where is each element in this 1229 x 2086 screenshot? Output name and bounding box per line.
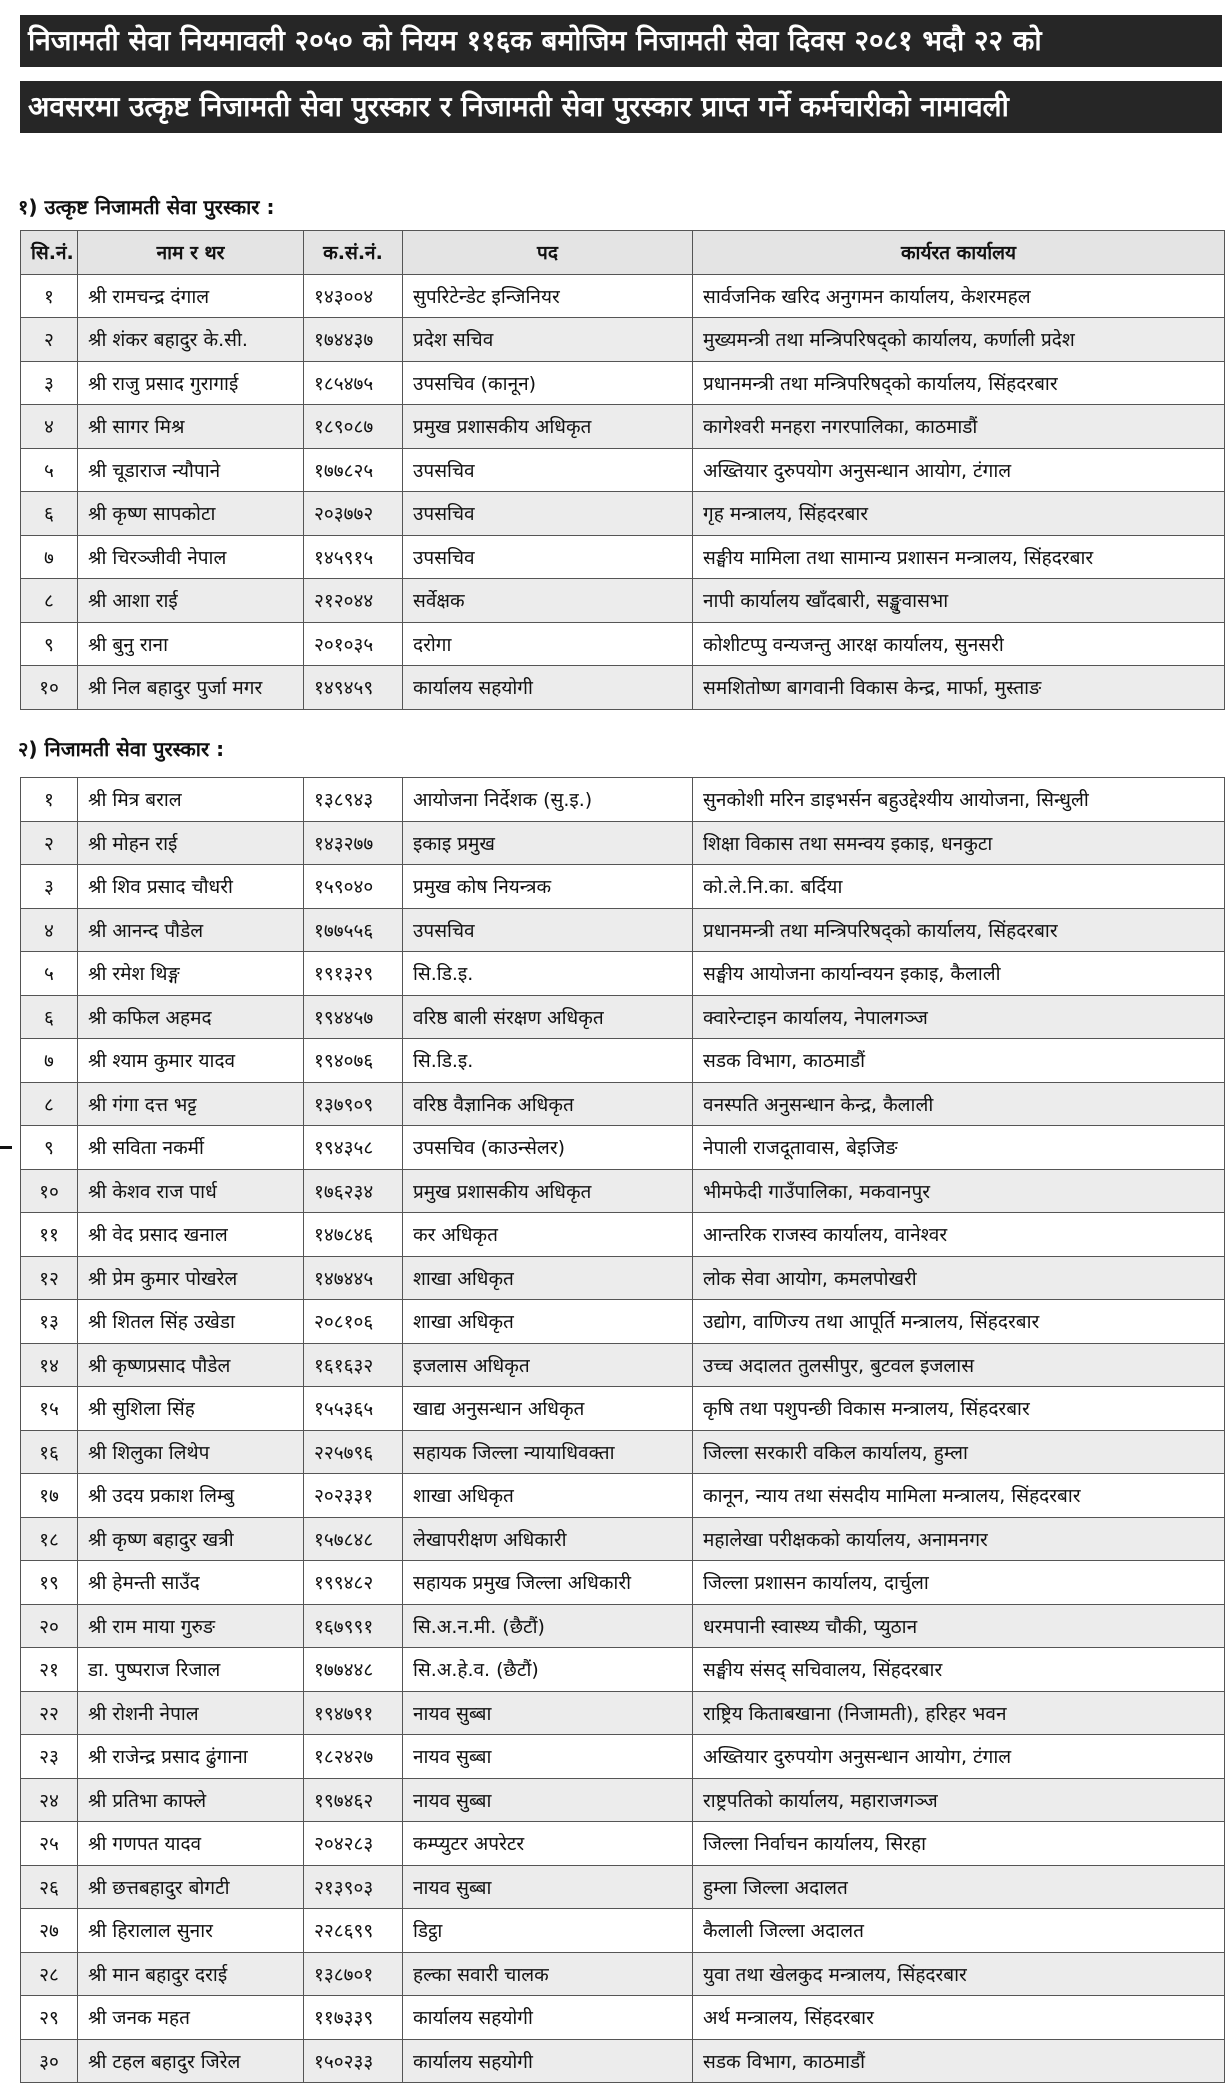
table-row <box>21 1691 1225 1735</box>
cell-name: श्री चूडाराज न्यौपाने <box>78 448 304 492</box>
cell-pad: उपसचिव (काउन्सेलर) <box>403 1126 693 1170</box>
cell-pad: प्रदेश सचिव <box>403 318 693 362</box>
cell-pad: नायव सुब्बा <box>403 1691 693 1735</box>
notice-title-line-1: निजामती सेवा नियमावली २०५० को नियम ११६क बमोजिम निजामती सेवा दिवस २०८१ भदौ २२ को <box>20 15 1222 67</box>
table-row <box>21 579 1225 623</box>
cell-kn: १५९०४० <box>304 865 403 909</box>
cell-name: श्री रामचन्द्र दंगाल <box>78 274 304 318</box>
cell-kn: १८५४७५ <box>304 361 403 405</box>
cell-office: सडक विभाग, काठमाडौं <box>693 2039 1225 2083</box>
cell-name: श्री हेमन्ती साउँद <box>78 1561 304 1605</box>
cell-kn: १८२४२७ <box>304 1735 403 1779</box>
cell-sn: १२ <box>21 1256 78 1300</box>
cell-pad: शाखा अधिकृत <box>403 1474 693 1518</box>
cell-pad: कार्यालय सहयोगी <box>403 1996 693 2040</box>
cell-office: अर्थ मन्त्रालय, सिंहदरबार <box>693 1996 1225 2040</box>
cell-name: श्री कृष्ण बहादुर खत्री <box>78 1517 304 1561</box>
cell-pad: शाखा अधिकृत <box>403 1300 693 1344</box>
cell-sn: १६ <box>21 1430 78 1474</box>
cell-name: श्री वेद प्रसाद खनाल <box>78 1213 304 1257</box>
cell-kn: २०८१०६ <box>304 1300 403 1344</box>
table-row <box>21 1300 1225 1344</box>
cell-sn: ३ <box>21 865 78 909</box>
table-row <box>21 535 1225 579</box>
cell-name: श्री रोशनी नेपाल <box>78 1691 304 1735</box>
cell-pad: उपसचिव <box>403 492 693 536</box>
cell-pad: प्रमुख प्रशासकीय अधिकृत <box>403 1169 693 1213</box>
cell-office: मुख्यमन्त्री तथा मन्त्रिपरिषद्को कार्यालय, कर्णाली प्रदेश <box>693 318 1225 362</box>
cell-office: नापी कार्यालय खाँदबारी, सङ्खुवासभा <box>693 579 1225 623</box>
cell-pad: उपसचिव <box>403 448 693 492</box>
cell-name: श्री राम माया गुरुङ <box>78 1604 304 1648</box>
cell-name: श्री कृष्णप्रसाद पौडेल <box>78 1343 304 1387</box>
cell-kn: १७७८२५ <box>304 448 403 492</box>
cell-sn: ४ <box>21 405 78 449</box>
header-pad: पद <box>403 231 693 275</box>
cell-name: श्री कफिल अहमद <box>78 995 304 1039</box>
cell-pad: सि.अ.हे.व. (छैटौं) <box>403 1648 693 1692</box>
section-1-body <box>21 274 1225 709</box>
cell-office: अख्तियार दुरुपयोग अनुसन्धान आयोग, टंगाल <box>693 1735 1225 1779</box>
cell-kn: १४७८४६ <box>304 1213 403 1257</box>
cell-name: श्री प्रेम कुमार पोखरेल <box>78 1256 304 1300</box>
cell-name: श्री राजु प्रसाद गुरागाई <box>78 361 304 405</box>
cell-kn: १९७४६२ <box>304 1778 403 1822</box>
cell-pad: इकाइ प्रमुख <box>403 821 693 865</box>
cell-name: श्री टहल बहादुर जिरेल <box>78 2039 304 2083</box>
cell-office: युवा तथा खेलकुद मन्त्रालय, सिंहदरबार <box>693 1952 1225 1996</box>
cell-pad: नायव सुब्बा <box>403 1735 693 1779</box>
cell-office: महालेखा परीक्षकको कार्यालय, अनामनगर <box>693 1517 1225 1561</box>
cell-kn: १७६२३४ <box>304 1169 403 1213</box>
cell-sn: १० <box>21 666 78 710</box>
table-row <box>21 1082 1225 1126</box>
section-1-title: १) उत्कृष्ट निजामती सेवा पुरस्कार : <box>18 195 275 219</box>
cell-name: श्री शिलुका लिथेप <box>78 1430 304 1474</box>
cell-pad: सुपरिटेन्डेट इन्जिनियर <box>403 274 693 318</box>
section-2-title: २) निजामती सेवा पुरस्कार : <box>18 737 225 761</box>
notice-title-line-2: अवसरमा उत्कृष्ट निजामती सेवा पुरस्कार र निजामती सेवा पुरस्कार प्राप्त गर्ने कर्मचारीको नामावली <box>20 81 1222 133</box>
cell-name: श्री केशव राज पार्ध <box>78 1169 304 1213</box>
cell-office: भीमफेदी गाउँपालिका, मकवानपुर <box>693 1169 1225 1213</box>
cell-sn: १७ <box>21 1474 78 1518</box>
cell-kn: २०३७७२ <box>304 492 403 536</box>
cell-sn: ८ <box>21 579 78 623</box>
cell-office: समशितोष्ण बागवानी विकास केन्द्र, मार्फा, मुस्ताङ <box>693 666 1225 710</box>
cell-office: लोक सेवा आयोग, कमलपोखरी <box>693 1256 1225 1300</box>
table-row <box>21 405 1225 449</box>
cell-kn: १९४७९१ <box>304 1691 403 1735</box>
table-row <box>21 1126 1225 1170</box>
cell-office: कागेश्वरी मनहरा नगरपालिका, काठमाडौं <box>693 405 1225 449</box>
cell-office: गृह मन्त्रालय, सिंहदरबार <box>693 492 1225 536</box>
cell-pad: उपसचिव (कानून) <box>403 361 693 405</box>
cell-name: श्री रमेश थिङ्ग <box>78 952 304 996</box>
cell-office: क्वारेन्टाइन कार्यालय, नेपालगञ्ज <box>693 995 1225 1039</box>
cell-kn: १९४३५८ <box>304 1126 403 1170</box>
table-row <box>21 1213 1225 1257</box>
cell-pad: दरोगा <box>403 622 693 666</box>
table-row <box>21 1387 1225 1431</box>
table-row <box>21 1909 1225 1953</box>
table-row <box>21 622 1225 666</box>
table-row <box>21 318 1225 362</box>
cell-name: श्री कृष्ण सापकोटा <box>78 492 304 536</box>
cell-office: अख्तियार दुरुपयोग अनुसन्धान आयोग, टंगाल <box>693 448 1225 492</box>
section-2-body <box>21 778 1225 2083</box>
cell-pad: नायव सुब्बा <box>403 1778 693 1822</box>
cell-kn: १९४०७६ <box>304 1039 403 1083</box>
cell-pad: सि.डि.इ. <box>403 1039 693 1083</box>
cell-kn: १४५९१५ <box>304 535 403 579</box>
cell-kn: १३८७०१ <box>304 1952 403 1996</box>
cell-name: श्री चिरञ्जीवी नेपाल <box>78 535 304 579</box>
cell-kn: १६१६३२ <box>304 1343 403 1387</box>
cell-sn: ८ <box>21 1082 78 1126</box>
cell-sn: ३ <box>21 361 78 405</box>
cell-sn: ४ <box>21 908 78 952</box>
header-kn: क.सं.नं. <box>304 231 403 275</box>
cell-sn: ५ <box>21 448 78 492</box>
cell-office: उच्च अदालत तुलसीपुर, बुटवल इजलास <box>693 1343 1225 1387</box>
cell-kn: १७४४३७ <box>304 318 403 362</box>
cell-sn: ६ <box>21 492 78 536</box>
cell-sn: ५ <box>21 952 78 996</box>
cell-name: श्री उदय प्रकाश लिम्बु <box>78 1474 304 1518</box>
cell-name: श्री छत्तबहादुर बोगटी <box>78 1865 304 1909</box>
cell-sn: १५ <box>21 1387 78 1431</box>
cell-name: श्री हिरालाल सुनार <box>78 1909 304 1953</box>
cell-sn: १४ <box>21 1343 78 1387</box>
table-row <box>21 274 1225 318</box>
cell-sn: १३ <box>21 1300 78 1344</box>
table-row <box>21 1822 1225 1866</box>
cell-sn: ११ <box>21 1213 78 1257</box>
cell-kn: १७७५५६ <box>304 908 403 952</box>
cell-sn: १ <box>21 274 78 318</box>
section-2-table <box>20 777 1225 2083</box>
cell-pad: खाद्य अनुसन्धान अधिकृत <box>403 1387 693 1431</box>
cell-sn: २९ <box>21 1996 78 2040</box>
cell-name: श्री मोहन राई <box>78 821 304 865</box>
cell-name: श्री सागर मिश्र <box>78 405 304 449</box>
table-row <box>21 1865 1225 1909</box>
cell-name: डा. पुष्पराज रिजाल <box>78 1648 304 1692</box>
cell-sn: १ <box>21 778 78 822</box>
cell-name: श्री सविता नकर्मी <box>78 1126 304 1170</box>
cell-sn: २५ <box>21 1822 78 1866</box>
cell-office: कैलाली जिल्ला अदालत <box>693 1909 1225 1953</box>
cell-sn: ३० <box>21 2039 78 2083</box>
cell-pad: आयोजना निर्देशक (सु.इ.) <box>403 778 693 822</box>
cell-kn: १५७८४८ <box>304 1517 403 1561</box>
cell-name: श्री बुनु राना <box>78 622 304 666</box>
cell-pad: प्रमुख कोष नियन्त्रक <box>403 865 693 909</box>
cell-sn: ६ <box>21 995 78 1039</box>
table-row <box>21 1039 1225 1083</box>
table-row <box>21 778 1225 822</box>
cell-office: सङ्घीय आयोजना कार्यान्वयन इकाइ, कैलाली <box>693 952 1225 996</box>
cell-pad: शाखा अधिकृत <box>403 1256 693 1300</box>
cell-kn: १९९४८२ <box>304 1561 403 1605</box>
cell-office: राष्ट्रपतिको कार्यालय, महाराजगञ्ज <box>693 1778 1225 1822</box>
cell-name: श्री आनन्द पौडेल <box>78 908 304 952</box>
cell-name: श्री प्रतिभा काफ्ले <box>78 1778 304 1822</box>
table-row <box>21 666 1225 710</box>
cell-pad: कार्यालय सहयोगी <box>403 666 693 710</box>
cell-office: हुम्ला जिल्ला अदालत <box>693 1865 1225 1909</box>
cell-kn: २१२०४४ <box>304 579 403 623</box>
cell-pad: डिट्ठा <box>403 1909 693 1953</box>
cell-name: श्री मान बहादुर दराई <box>78 1952 304 1996</box>
cell-pad: सि.डि.इ. <box>403 952 693 996</box>
cell-pad: कम्प्युटर अपरेटर <box>403 1822 693 1866</box>
cell-kn: १६७९९१ <box>304 1604 403 1648</box>
cell-sn: १० <box>21 1169 78 1213</box>
table-row <box>21 1256 1225 1300</box>
cell-name: श्री शिव प्रसाद चौधरी <box>78 865 304 909</box>
header-office: कार्यरत कार्यालय <box>693 231 1225 275</box>
cell-pad: नायव सुब्बा <box>403 1865 693 1909</box>
cell-office: सडक विभाग, काठमाडौं <box>693 1039 1225 1083</box>
table-row <box>21 1517 1225 1561</box>
section-1-table <box>20 230 1225 710</box>
cell-pad: सहायक प्रमुख जिल्ला अधिकारी <box>403 1561 693 1605</box>
table-row <box>21 1561 1225 1605</box>
table-row <box>21 1952 1225 1996</box>
cell-kn: १४७४४५ <box>304 1256 403 1300</box>
cell-office: नेपाली राजदूतावास, बेइजिङ <box>693 1126 1225 1170</box>
cell-office: सङ्घीय संसद् सचिवालय, सिंहदरबार <box>693 1648 1225 1692</box>
cell-sn: १९ <box>21 1561 78 1605</box>
table-row <box>21 952 1225 996</box>
table-row <box>21 1169 1225 1213</box>
cell-office: आन्तरिक राजस्व कार्यालय, वानेश्वर <box>693 1213 1225 1257</box>
cell-kn: १८९०८७ <box>304 405 403 449</box>
cell-office: वनस्पति अनुसन्धान केन्द्र, कैलाली <box>693 1082 1225 1126</box>
cell-kn: १४३२७७ <box>304 821 403 865</box>
cell-pad: प्रमुख प्रशासकीय अधिकृत <box>403 405 693 449</box>
cell-name: श्री जनक महत <box>78 1996 304 2040</box>
cell-sn: २० <box>21 1604 78 1648</box>
cell-kn: १३८९४३ <box>304 778 403 822</box>
cell-name: श्री सुशिला सिंह <box>78 1387 304 1431</box>
cell-kn: २२५७९६ <box>304 1430 403 1474</box>
table-row <box>21 1474 1225 1518</box>
cell-sn: २३ <box>21 1735 78 1779</box>
cell-office: प्रधानमन्त्री तथा मन्त्रिपरिषद्को कार्यालय, सिंहदरबार <box>693 908 1225 952</box>
cell-office: कृषि तथा पशुपन्छी विकास मन्त्रालय, सिंहदरबार <box>693 1387 1225 1431</box>
cell-name: श्री गंगा दत्त भट्ट <box>78 1082 304 1126</box>
cell-pad: सहायक जिल्ला न्यायाधिवक्ता <box>403 1430 693 1474</box>
cell-kn: २०१०३५ <box>304 622 403 666</box>
cell-sn: २२ <box>21 1691 78 1735</box>
cell-office: उद्योग, वाणिज्य तथा आपूर्ति मन्त्रालय, सिंहदरबार <box>693 1300 1225 1344</box>
cell-office: को.ले.नि.का. बर्दिया <box>693 865 1225 909</box>
cell-pad: लेखापरीक्षण अधिकारी <box>403 1517 693 1561</box>
cell-name: श्री शितल सिंह उखेडा <box>78 1300 304 1344</box>
cell-kn: १७७४४८ <box>304 1648 403 1692</box>
cell-name: श्री आशा राई <box>78 579 304 623</box>
table-row <box>21 1996 1225 2040</box>
cell-sn: २१ <box>21 1648 78 1692</box>
cell-sn: २७ <box>21 1909 78 1953</box>
cell-kn: १३७९०९ <box>304 1082 403 1126</box>
cell-office: राष्ट्रिय किताबखाना (निजामती), हरिहर भवन <box>693 1691 1225 1735</box>
cell-name: श्री शंकर बहादुर के.सी. <box>78 318 304 362</box>
cell-pad: उपसचिव <box>403 908 693 952</box>
cell-name: श्री निल बहादुर पुर्जा मगर <box>78 666 304 710</box>
cell-kn: १९४४५७ <box>304 995 403 1039</box>
cell-office: धरमपानी स्वास्थ्य चौकी, प्युठान <box>693 1604 1225 1648</box>
table-row <box>21 1604 1225 1648</box>
cell-kn: २१३९०३ <box>304 1865 403 1909</box>
table-row <box>21 1778 1225 1822</box>
cell-office: कानून, न्याय तथा संसदीय मामिला मन्त्रालय, सिंहदरबार <box>693 1474 1225 1518</box>
cell-sn: २ <box>21 821 78 865</box>
cell-kn: २०२३३१ <box>304 1474 403 1518</box>
cell-office: जिल्ला निर्वाचन कार्यालय, सिरहा <box>693 1822 1225 1866</box>
cell-pad: वरिष्ठ वैज्ञानिक अधिकृत <box>403 1082 693 1126</box>
cell-pad: हल्का सवारी चालक <box>403 1952 693 1996</box>
cell-office: जिल्ला सरकारी वकिल कार्यालय, हुम्ला <box>693 1430 1225 1474</box>
header-name: नाम र थर <box>78 231 304 275</box>
cell-sn: ७ <box>21 1039 78 1083</box>
cell-office: प्रधानमन्त्री तथा मन्त्रिपरिषद्को कार्यालय, सिंहदरबार <box>693 361 1225 405</box>
cell-office: शिक्षा विकास तथा समन्वय इकाइ, धनकुटा <box>693 821 1225 865</box>
cell-sn: २४ <box>21 1778 78 1822</box>
cell-office: जिल्ला प्रशासन कार्यालय, दार्चुला <box>693 1561 1225 1605</box>
table-row <box>21 908 1225 952</box>
cell-kn: ११७३३९ <box>304 1996 403 2040</box>
cell-office: सङ्घीय मामिला तथा सामान्य प्रशासन मन्त्रालय, सिंहदरबार <box>693 535 1225 579</box>
cell-kn: १५०२३३ <box>304 2039 403 2083</box>
cell-sn: २८ <box>21 1952 78 1996</box>
cell-pad: सर्वेक्षक <box>403 579 693 623</box>
cell-name: श्री गणपत यादव <box>78 1822 304 1866</box>
margin-mark <box>0 1146 12 1149</box>
table-header-row <box>21 231 1225 275</box>
cell-sn: २ <box>21 318 78 362</box>
cell-sn: १८ <box>21 1517 78 1561</box>
table-row <box>21 995 1225 1039</box>
cell-pad: कर अधिकृत <box>403 1213 693 1257</box>
cell-pad: इजलास अधिकृत <box>403 1343 693 1387</box>
cell-pad: उपसचिव <box>403 535 693 579</box>
table-row <box>21 1430 1225 1474</box>
cell-sn: ९ <box>21 622 78 666</box>
cell-kn: १९१३२९ <box>304 952 403 996</box>
cell-office: कोशीटप्पु वन्यजन्तु आरक्ष कार्यालय, सुनसरी <box>693 622 1225 666</box>
cell-pad: वरिष्ठ बाली संरक्षण अधिकृत <box>403 995 693 1039</box>
cell-kn: १४९४५९ <box>304 666 403 710</box>
table-row <box>21 448 1225 492</box>
cell-name: श्री मित्र बराल <box>78 778 304 822</box>
cell-kn: १४३००४ <box>304 274 403 318</box>
cell-sn: २६ <box>21 1865 78 1909</box>
cell-name: श्री राजेन्द्र प्रसाद ढुंगाना <box>78 1735 304 1779</box>
table-row <box>21 1648 1225 1692</box>
cell-sn: ९ <box>21 1126 78 1170</box>
cell-sn: ७ <box>21 535 78 579</box>
table-row <box>21 1343 1225 1387</box>
header-sn: सि.नं. <box>21 231 78 275</box>
cell-name: श्री श्याम कुमार यादव <box>78 1039 304 1083</box>
cell-office: सुनकोशी मरिन डाइभर्सन बहुउद्देश्यीय आयोजना, सिन्धुली <box>693 778 1225 822</box>
cell-kn: २२८६९९ <box>304 1909 403 1953</box>
cell-office: सार्वजनिक खरिद अनुगमन कार्यालय, केशरमहल <box>693 274 1225 318</box>
cell-pad: सि.अ.न.मी. (छैटौं) <box>403 1604 693 1648</box>
table-row <box>21 492 1225 536</box>
table-row <box>21 2039 1225 2083</box>
table-row <box>21 821 1225 865</box>
table-row <box>21 361 1225 405</box>
cell-pad: कार्यालय सहयोगी <box>403 2039 693 2083</box>
cell-kn: १५५३६५ <box>304 1387 403 1431</box>
table-row <box>21 865 1225 909</box>
cell-kn: २०४२८३ <box>304 1822 403 1866</box>
table-row <box>21 1735 1225 1779</box>
